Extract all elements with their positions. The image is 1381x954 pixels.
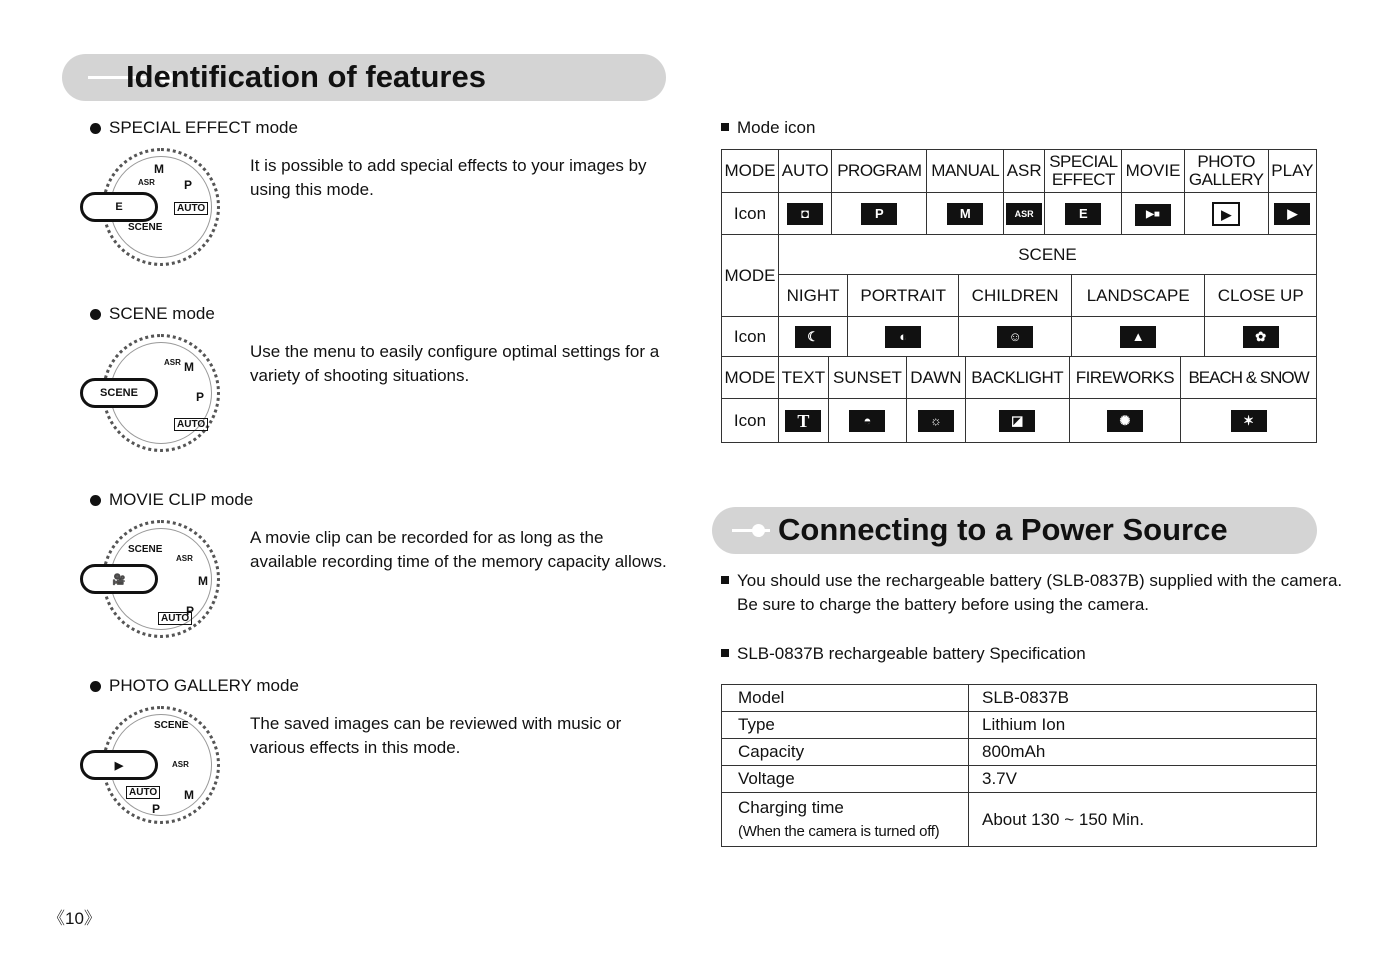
table-row: Model SLB-0837B bbox=[722, 685, 1317, 712]
program-icon: P bbox=[861, 203, 897, 225]
mode-icon-heading: Mode icon bbox=[721, 116, 815, 140]
mode-block-special-effect bbox=[80, 118, 670, 288]
table-row: Type Lithium Ion bbox=[722, 712, 1317, 739]
square-bullet-icon bbox=[721, 123, 729, 131]
mode-heading: SCENE mode bbox=[90, 304, 215, 324]
play-icon: ▶ bbox=[1274, 203, 1310, 225]
portrait-icon: ◐ bbox=[885, 326, 921, 348]
beach-snow-icon: ✶ bbox=[1231, 410, 1267, 432]
battery-spec-table bbox=[721, 684, 1317, 847]
dial-selected-mode: 🎥 bbox=[80, 564, 158, 594]
bullet-icon bbox=[90, 123, 101, 134]
banner-dot-decoration bbox=[752, 524, 765, 537]
dawn-icon: ☼ bbox=[918, 410, 954, 432]
mode-description: Use the menu to easily configure optimal settings for a variety of shooting situations. bbox=[250, 342, 660, 385]
mode-heading: MOVIE CLIP mode bbox=[90, 490, 253, 510]
dial-selected-mode: E bbox=[80, 192, 158, 222]
mode-description: It is possible to add special effects to your images by using this mode. bbox=[250, 156, 647, 199]
mode-description: The saved images can be reviewed with music or various effects in this mode. bbox=[250, 714, 622, 757]
special-effect-icon: E bbox=[1065, 203, 1101, 225]
section-banner-power bbox=[712, 507, 1317, 554]
table-row: Capacity 800mAh bbox=[722, 739, 1317, 766]
scene-icon-table-2: MODE TEXT SUNSET DAWN BACKLIGHT FIREWORKS BEACH & SNOW Icon T ◓ ☼ ◪ ✺ ✶ bbox=[721, 356, 1317, 443]
mode-block-movie-clip bbox=[80, 490, 670, 660]
battery-spec-heading: SLB-0837B rechargeable battery Specification bbox=[721, 642, 1086, 666]
square-bullet-icon bbox=[721, 649, 729, 657]
sunset-icon: ◓ bbox=[849, 410, 885, 432]
night-icon: ☾ bbox=[795, 326, 831, 348]
mode-icon-table: MODE AUTO PROGRAM MANUAL ASR SPECIAL EFFECT MOVIE PHOTO GALLERY PLAY Icon ◘ P M ASR E ▶■ ▶ ▶ bbox=[721, 149, 1317, 235]
mode-dial-image: SCENE ASR M P AUTO ▶ bbox=[102, 706, 220, 824]
scene-icon-table: MODE SCENE NIGHT PORTRAIT CHILDREN LANDSCAPE CLOSE UP Icon ☾ ◐ ☺ ▲ ✿ bbox=[721, 234, 1317, 357]
text-icon: T bbox=[785, 410, 821, 432]
fireworks-icon: ✺ bbox=[1107, 410, 1143, 432]
power-note: You should use the rechargeable battery (SLB-0837B) supplied with the camera. bbox=[721, 569, 1342, 593]
mode-block-scene bbox=[80, 304, 670, 474]
dial-selected-mode: SCENE bbox=[80, 378, 158, 408]
page-number: 《10》 bbox=[48, 909, 101, 928]
section-title-identification: Identification of features bbox=[126, 59, 486, 94]
landscape-icon: ▲ bbox=[1120, 326, 1156, 348]
section-title-power: Connecting to a Power Source bbox=[778, 512, 1228, 547]
mode-dial-image: SCENE ASR M P AUTO 🎥 bbox=[102, 520, 220, 638]
movie-icon: ▶■ bbox=[1135, 204, 1171, 226]
mode-heading: PHOTO GALLERY mode bbox=[90, 676, 299, 696]
dial-selected-mode: ▶ bbox=[80, 750, 158, 780]
section-banner-identification bbox=[62, 54, 666, 101]
table-row: Charging time (When the camera is turned off) About 130 ~ 150 Min. bbox=[722, 793, 1317, 847]
mode-dial-image: M P AUTO ASR SCENE bbox=[102, 334, 220, 452]
manual-icon: M bbox=[947, 203, 983, 225]
mode-block-photo-gallery bbox=[80, 676, 670, 846]
camera-icon: ◘ bbox=[787, 203, 823, 225]
power-note-line2: Be sure to charge the battery before using the camera. bbox=[737, 595, 1150, 614]
asr-icon: ASR bbox=[1006, 203, 1042, 225]
bullet-icon bbox=[90, 309, 101, 320]
square-bullet-icon bbox=[721, 576, 729, 584]
table-row: Voltage 3.7V bbox=[722, 766, 1317, 793]
backlight-icon: ◪ bbox=[999, 410, 1035, 432]
closeup-icon: ✿ bbox=[1243, 326, 1279, 348]
bullet-icon bbox=[90, 495, 101, 506]
mode-description: A movie clip can be recorded for as long as the available recording time of the memory capacity allows. bbox=[250, 528, 667, 571]
children-icon: ☺ bbox=[997, 326, 1033, 348]
bullet-icon bbox=[90, 681, 101, 692]
gallery-icon: ▶ bbox=[1212, 202, 1240, 226]
mode-dial-image: M P AUTO SCENE ASR E bbox=[102, 148, 220, 266]
mode-heading: SPECIAL EFFECT mode bbox=[90, 118, 298, 138]
